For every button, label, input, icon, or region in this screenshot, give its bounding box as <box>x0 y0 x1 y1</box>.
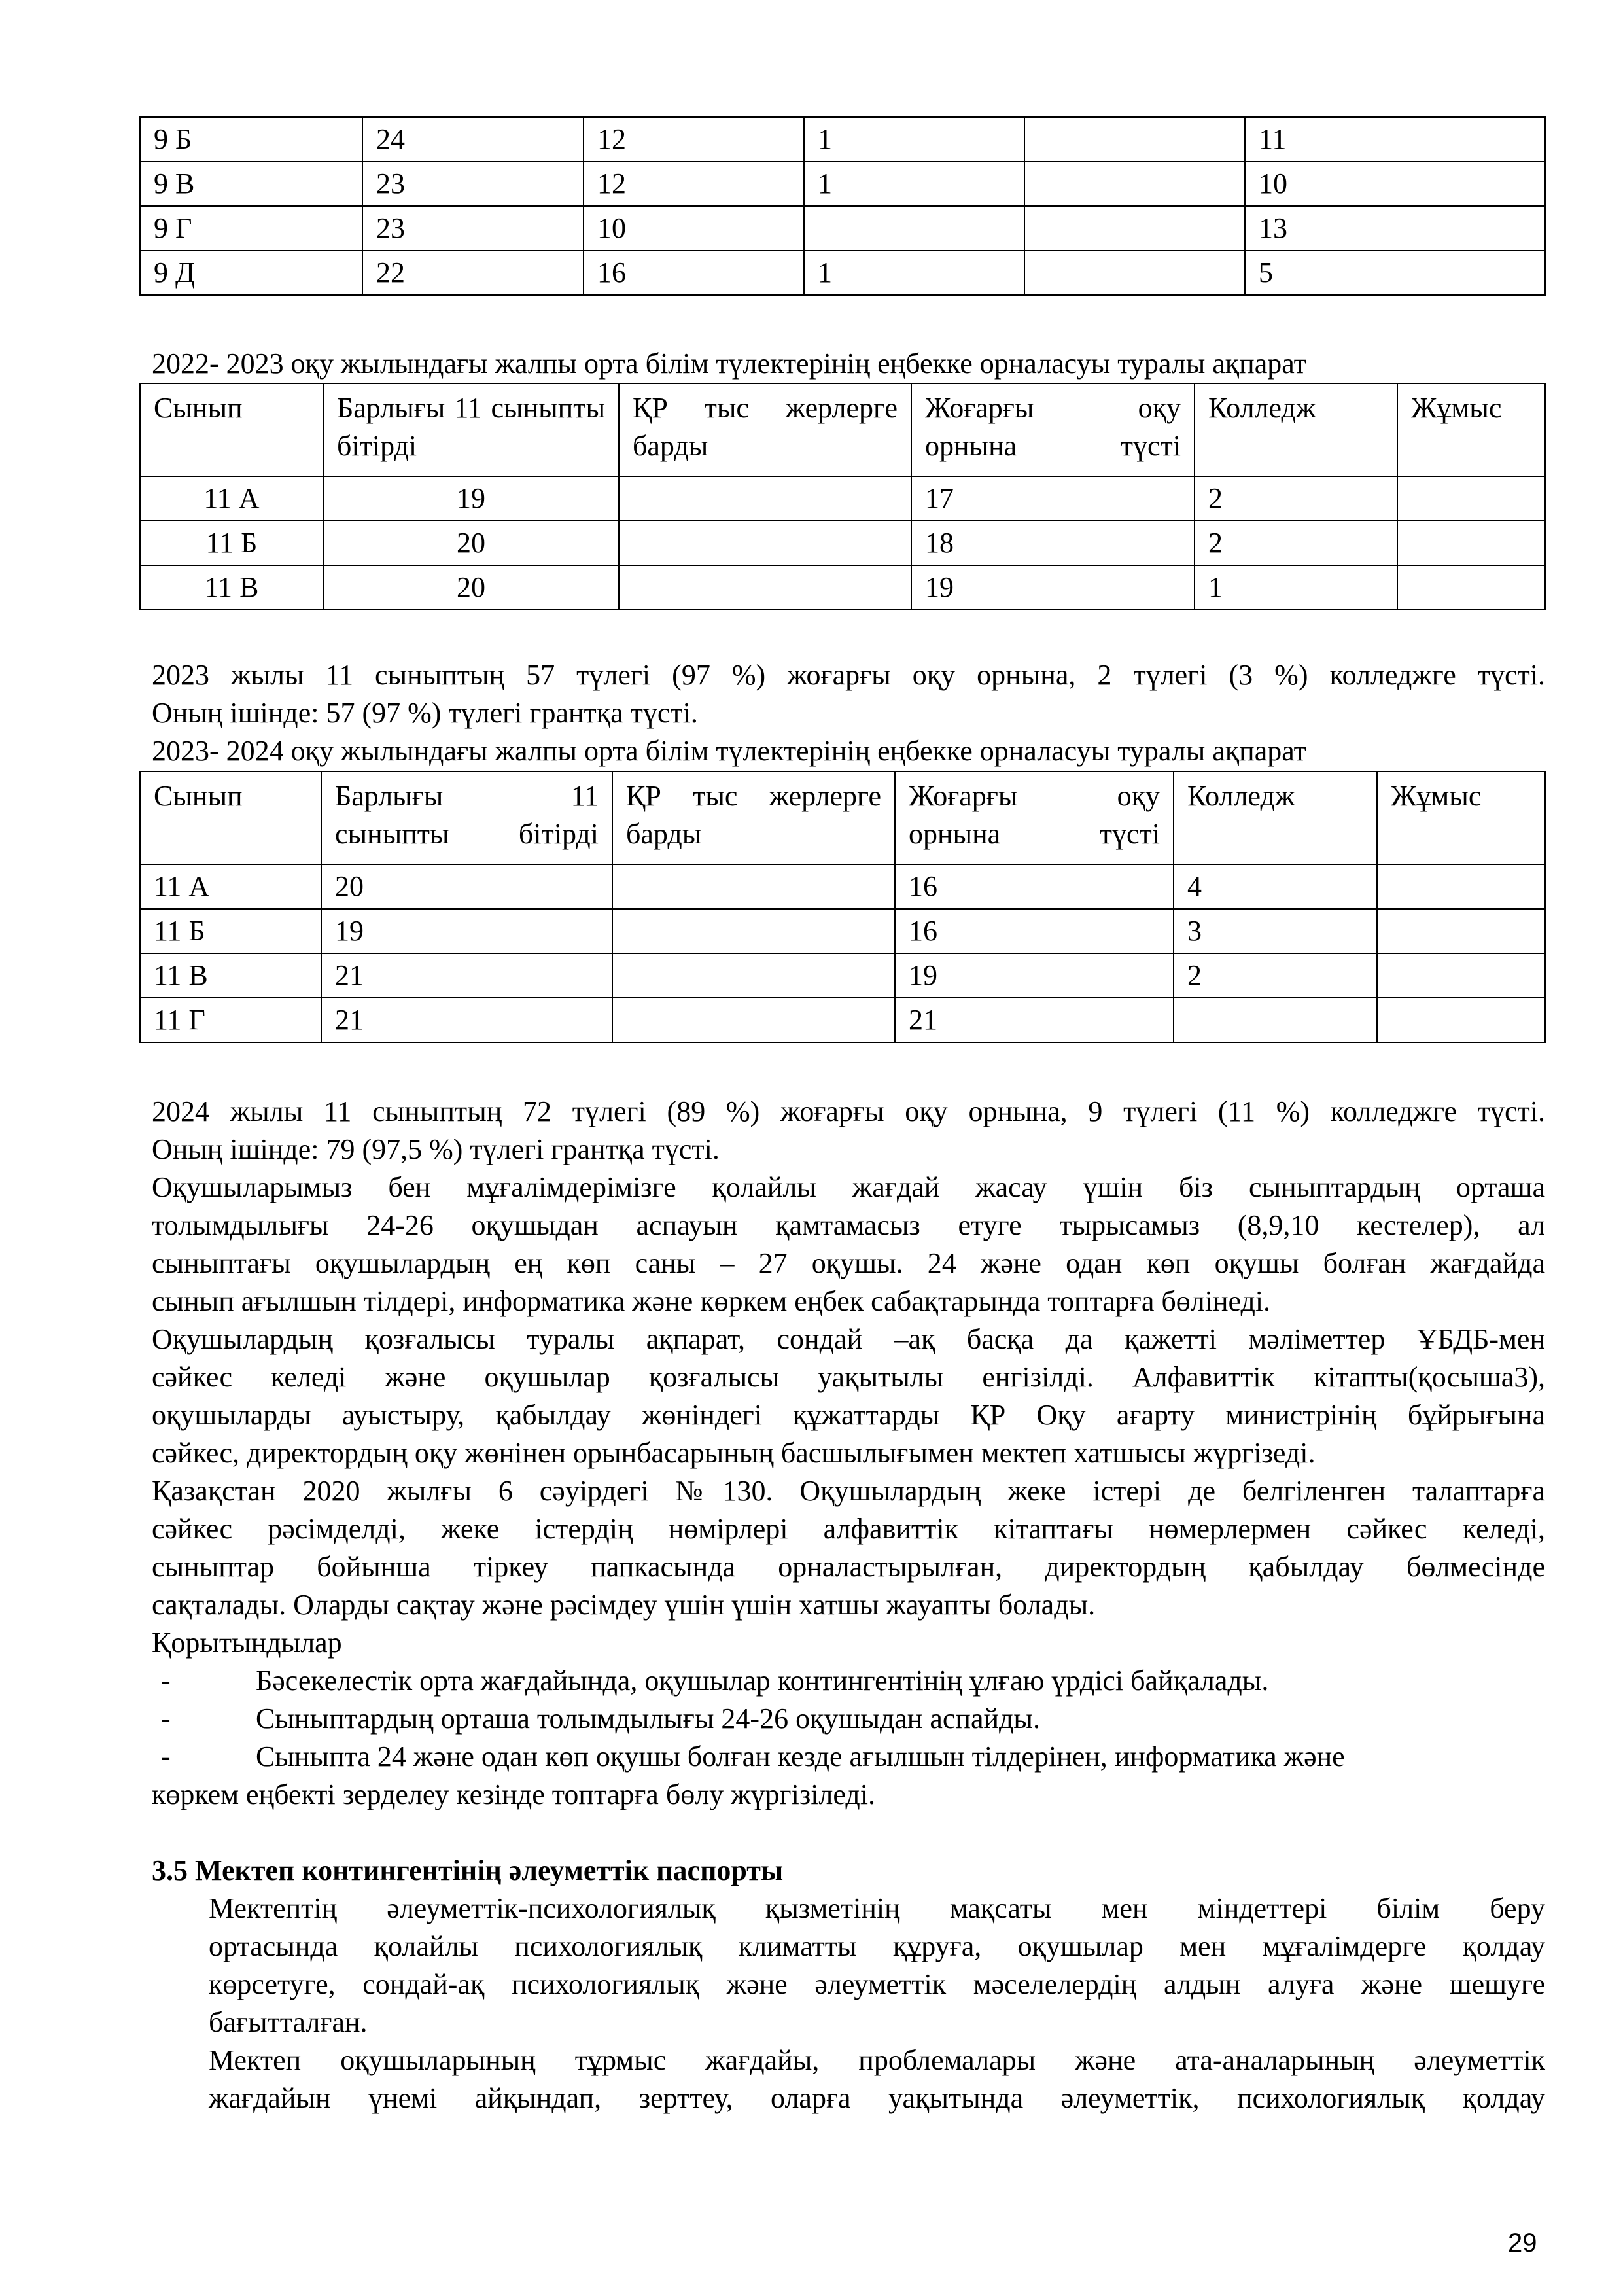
table-row <box>140 476 1545 521</box>
table-cell: 5 <box>1245 251 1545 295</box>
header-cell: Колледж <box>1195 383 1397 476</box>
table-cell: 9 Г <box>140 206 362 251</box>
table-cell <box>1024 117 1245 162</box>
paragraph-line: 2024 жылы 11 сыныптың 72 түлегі (89 %) жоғарғы оқу орнына, 9 түлегі (11 %) колледжге түсті. <box>152 1095 1545 1127</box>
table-cell: 23 <box>362 162 584 206</box>
table-cell: 16 <box>895 909 1174 953</box>
table-row <box>140 251 1545 295</box>
table-cell: 9 Б <box>140 117 362 162</box>
header-cell: Жұмыс <box>1397 383 1545 476</box>
table-cell: 9 В <box>140 162 362 206</box>
header-cell: Сынып <box>140 771 321 864</box>
table-cell: 21 <box>321 998 612 1042</box>
table-cell <box>1377 998 1545 1042</box>
header-cell: Колледж <box>1174 771 1377 864</box>
table-row <box>140 864 1545 909</box>
table-cell <box>1397 565 1545 610</box>
conclusions-heading: Қорытындылар <box>152 1627 342 1659</box>
table-cell: 21 <box>895 998 1174 1042</box>
list-item <box>161 1738 1545 1776</box>
table-cell: 23 <box>362 206 584 251</box>
table-row <box>140 162 1545 206</box>
list-dash: - <box>161 1703 171 1735</box>
paragraph-line: сыныптағы оқушылардың ең көп саны – 27 оқушы. 24 және одан көп оқушы болған жағдайда <box>152 1247 1545 1279</box>
table-cell: 4 <box>1174 864 1377 909</box>
table-cell: 24 <box>362 117 584 162</box>
list-item-text: Бәсекелестік орта жағдайында, оқушылар контингентінің ұлғаю үрдісі байқалады. <box>256 1665 1269 1697</box>
table-cell: 20 <box>323 565 619 610</box>
table-cell: 1 <box>804 117 1024 162</box>
header-cell: Барлығы 11 сыныпты бітірді <box>323 383 619 476</box>
paragraph-line: 2023 жылы 11 сыныптың 57 түлегі (97 %) жоғарғы оқу орнына, 2 түлегі (3 %) колледжге түсті. <box>152 659 1545 691</box>
table-cell: 1 <box>804 162 1024 206</box>
table-row <box>140 953 1545 998</box>
table-cell: 1 <box>804 251 1024 295</box>
table-cell: 10 <box>1245 162 1545 206</box>
table-cell <box>612 864 895 909</box>
page-number: 29 <box>1508 2229 1537 2257</box>
paragraph-line: сәйкес келеді және оқушылар қозғалысы уақытылы енгізілді. Алфавиттік кітапты(қосыша3), <box>152 1361 1545 1393</box>
table-cell: 21 <box>321 953 612 998</box>
table-cell <box>612 909 895 953</box>
table-cell: 11 Г <box>140 998 321 1042</box>
paragraph-line: Оның ішінде: 79 (97,5 %) түлегі грантқа түсті. <box>152 1133 720 1165</box>
paragraph-line: Мектеп оқушыларының тұрмыс жағдайы, проблемалары және ата-аналарының әлеуметтік <box>209 2044 1545 2076</box>
table-cell: 12 <box>584 162 804 206</box>
table-row <box>140 998 1545 1042</box>
table-caption: 2023- 2024 оқу жылындағы жалпы орта білім түлектерінің еңбекке орналасуы туралы ақпарат <box>152 735 1306 767</box>
table-cell: 11 В <box>140 953 321 998</box>
table-cell <box>1024 251 1245 295</box>
table-cell: 11 В <box>140 565 323 610</box>
paragraph-line: Оқушылардың қозғалысы туралы ақпарат, сондай –ақ басқа да қажетті мәліметтер ҰБДБ-мен <box>152 1323 1545 1355</box>
table-cell: 11 Б <box>140 521 323 565</box>
table-cell: 2 <box>1195 476 1397 521</box>
table-cell <box>1024 206 1245 251</box>
paragraph-line: сақталады. Оларды сақтау және рәсімдеу үшін үшін хатшы жауапты болады. <box>152 1589 1096 1621</box>
table-cell: 3 <box>1174 909 1377 953</box>
paragraph-line: Оқушыларымыз бен мұғалімдерімізге қолайлы жағдай жасау үшін біз сыныптардың орташа <box>152 1171 1545 1203</box>
table-row <box>140 521 1545 565</box>
table-cell: 11 А <box>140 864 321 909</box>
table-cell: 11 <box>1245 117 1545 162</box>
paragraph-line: сынып ағылшын тілдері, информатика және көркем еңбек сабақтарында топтарға бөлінеді. <box>152 1285 1271 1317</box>
table-row <box>140 206 1545 251</box>
header-cell: Жоғарғы оқу орнына түсті <box>895 771 1174 864</box>
table-cell <box>619 565 911 610</box>
table-cell <box>1377 909 1545 953</box>
table-cell: 2 <box>1195 521 1397 565</box>
table-cell: 22 <box>362 251 584 295</box>
paragraph-line: Қазақстан 2020 жылғы 6 сәуірдегі №130. Оқушылардың жеке істері де белгіленген талаптарға <box>152 1475 1545 1507</box>
table-cell <box>612 998 895 1042</box>
table-cell: 19 <box>321 909 612 953</box>
paragraph-line: көрсетуге, сондай-ақ психологиялық және әлеуметтік мәселелердің алдын алуға және шешуге <box>209 1968 1545 2000</box>
grade9-table <box>139 116 1546 296</box>
table-header-row <box>140 383 1545 476</box>
table-cell: 19 <box>323 476 619 521</box>
table-cell: 17 <box>911 476 1195 521</box>
table-cell <box>619 476 911 521</box>
table-cell <box>1377 864 1545 909</box>
list-item-text: Сыныпта 24 және одан көп оқушы болған кезде ағылшын тілдерінен, информатика және <box>256 1740 1345 1773</box>
table-row <box>140 117 1545 162</box>
list-item <box>161 1700 1535 1738</box>
table-cell <box>804 206 1024 251</box>
section-heading: 3.5 Мектеп контингентінің әлеуметтік паспорты <box>152 1854 784 1886</box>
table-cell: 19 <box>895 953 1174 998</box>
table-cell: 13 <box>1245 206 1545 251</box>
table-cell: 11 Б <box>140 909 321 953</box>
paragraph-line: жағдайын үнемі айқындап, зерттеу, оларға уақытында әлеуметтік, психологиялық қолдау <box>209 2082 1545 2114</box>
graduates-2022-2023-table <box>139 383 1546 610</box>
table-caption: 2022- 2023 оқу жылындағы жалпы орта білім түлектерінің еңбекке орналасуы туралы ақпарат <box>152 347 1306 380</box>
table-cell: 18 <box>911 521 1195 565</box>
header-cell: Сынып <box>140 383 323 476</box>
table-cell <box>1024 162 1245 206</box>
table-cell <box>612 953 895 998</box>
table-cell: 16 <box>584 251 804 295</box>
list-item <box>161 1662 1535 1700</box>
table-cell <box>619 521 911 565</box>
list-item-continuation: көркем еңбекті зерделеу кезінде топтарға бөлу жүргізіледі. <box>152 1778 875 1810</box>
paragraph-line: ортасында қолайлы психологиялық климатты құруға, оқушылар мен мұғалімдерге қолдау <box>209 1930 1545 1962</box>
table-cell: 10 <box>584 206 804 251</box>
table-cell <box>1174 998 1377 1042</box>
paragraph-line: бағытталған. <box>209 2006 368 2038</box>
table-cell: 11 А <box>140 476 323 521</box>
table-header-row <box>140 771 1545 864</box>
table-cell <box>1377 953 1545 998</box>
list-item-text: Сыныптардың орташа толымдылығы 24-26 оқушыдан аспайды. <box>256 1703 1040 1735</box>
header-cell: ҚР тыс жерлерге барды <box>612 771 895 864</box>
table-cell: 20 <box>323 521 619 565</box>
table-cell: 16 <box>895 864 1174 909</box>
table-row <box>140 565 1545 610</box>
header-cell: ҚР тыс жерлерге барды <box>619 383 911 476</box>
paragraph-line: сыныптар бойынша тіркеу папкасында орналастырылған, директордың қабылдау бөлмесінде <box>152 1551 1545 1583</box>
header-cell: Барлығы 11 сыныпты бітірді <box>321 771 612 864</box>
table-cell: 20 <box>321 864 612 909</box>
table-cell <box>1397 476 1545 521</box>
table-row <box>140 909 1545 953</box>
header-cell: Жұмыс <box>1377 771 1545 864</box>
header-cell: Жоғарғы оқу орнына түсті <box>911 383 1195 476</box>
list-dash: - <box>161 1665 171 1697</box>
paragraph-line: сәйкес, директордың оқу жөнінен орынбасарының басшылығымен мектеп хатшысы жүргізеді. <box>152 1437 1316 1469</box>
table-cell: 19 <box>911 565 1195 610</box>
table-cell <box>1397 521 1545 565</box>
paragraph-line: толымдылығы 24-26 оқушыдан аспауын қамтамасыз етуге тырысамыз (8,9,10 кестелер), ал <box>152 1209 1545 1241</box>
table-cell: 2 <box>1174 953 1377 998</box>
graduates-2023-2024-table <box>139 771 1546 1043</box>
paragraph-line: Мектептің әлеуметтік-психологиялық қызметінің мақсаты мен міндеттері білім беру <box>209 1892 1545 1924</box>
paragraph-line: оқушыларды ауыстыру, қабылдау жөніндегі құжаттарды ҚР Оқу ағарту министрінің бұйрығына <box>152 1399 1545 1431</box>
table-cell: 12 <box>584 117 804 162</box>
table-cell: 1 <box>1195 565 1397 610</box>
list-dash: - <box>161 1740 171 1773</box>
table-cell: 9 Д <box>140 251 362 295</box>
paragraph-line: Оның ішінде: 57 (97 %) түлегі грантқа түсті. <box>152 697 698 729</box>
paragraph-line: сәйкес рәсімделді, жеке істердің нөмірлері алфавиттік кітаптағы нөмерлермен сәйкес келеді, <box>152 1513 1545 1545</box>
